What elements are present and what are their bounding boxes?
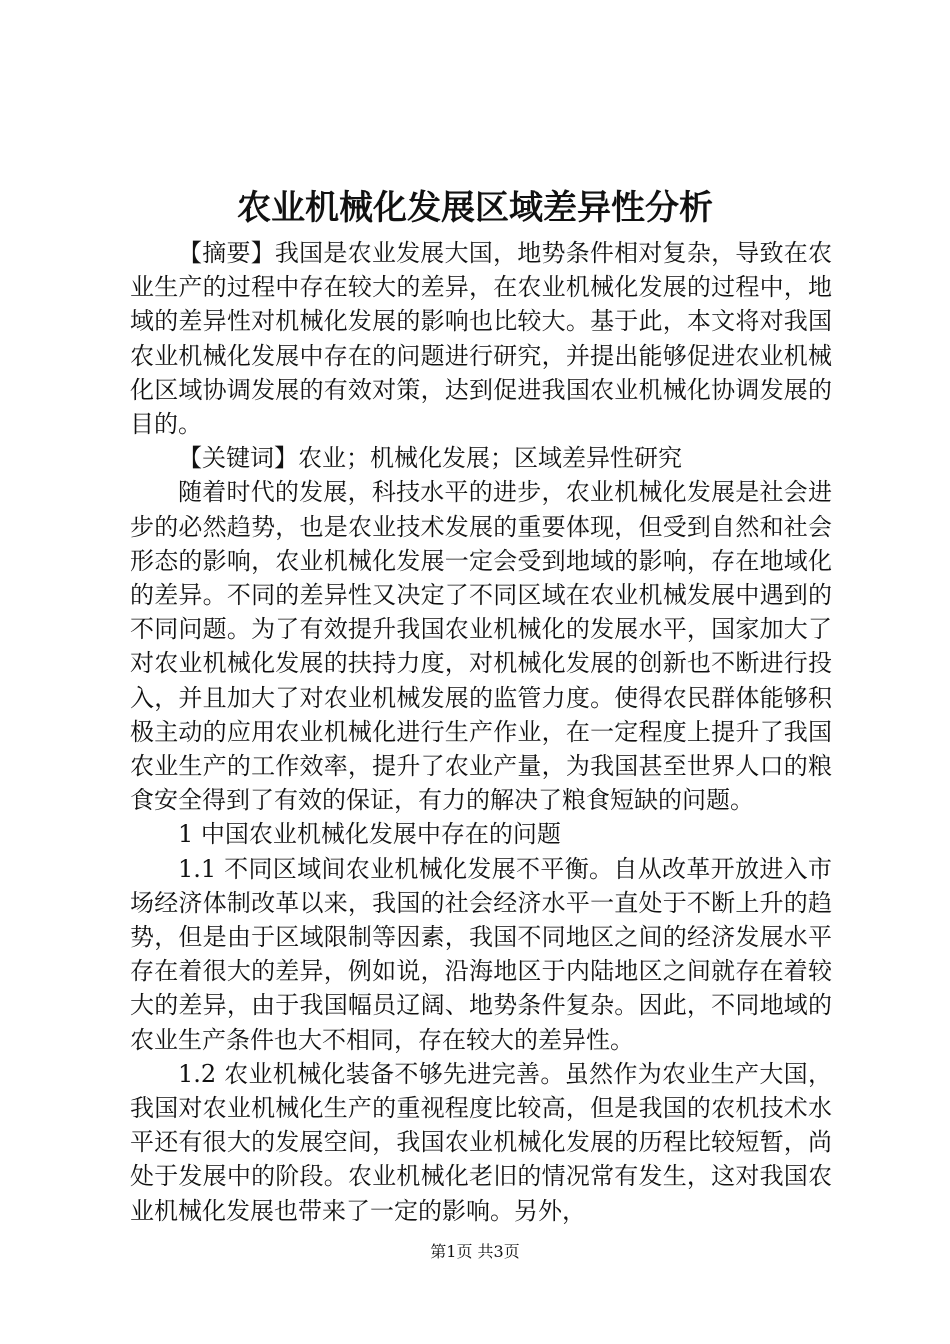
subsection-paragraph: 1.2 农业机械化装备不够先进完善。虽然作为农业生产大国，我国对农业机械化生产的重视程度比较高，但是我国的农机技术水平还有很大的发展空间，我国农业机械化发展的历程比较短暂，尚处于发展中的阶段。农业机械化老旧的情况常有发生，这对我国农业机械化发展也带来了一定的影响。另外， xyxy=(130,1059,832,1225)
page-footer: 第1页 共3页 xyxy=(430,1242,520,1261)
document-body xyxy=(130,236,832,1228)
abstract-paragraph: 【摘要】我国是农业发展大国，地势条件相对复杂，导致在农业生产的过程中存在较大的差异，在农业机械化发展的过程中，地域的差异性对机械化发展的影响也比较大。基于此，本文将对我国农业机械化发展中存在的问题进行研究，并提出能够促进农业机械化区域协调发展的有效对策，达到促进我国农业机械化协调发展的目的。 xyxy=(130,239,832,439)
keywords-paragraph: 【关键词】农业；机械化发展；区域差异性研究 xyxy=(178,444,682,473)
document-title: 农业机械化发展区域差异性分析 xyxy=(237,188,713,228)
subsection-paragraph: 1.1 不同区域间农业机械化发展不平衡。自从改革开放进入市场经济体制改革以来，我国的社会经济水平一直处于不断上升的趋势，但是由于区域限制等因素，我国不同地区之间的经济发展水平存在着很大的差异，例如说，沿海地区于内陆地区之间就存在着较大的差异，由于我国幅员辽阔、地势条件复杂。因此，不同地域的农业生产条件也大不相同，存在较大的差异性。 xyxy=(130,854,832,1054)
intro-paragraph: 随着时代的发展，科技水平的进步，农业机械化发展是社会进步的必然趋势，也是农业技术发展的重要体现，但受到自然和社会形态的影响，农业机械化发展一定会受到地域的影响，存在地域化的差异。不同的差异性又决定了不同区域在农业机械发展中遇到的不同问题。为了有效提升我国农业机械化的发展水平，国家加大了对农业机械化发展的扶持力度，对机械化发展的创新也不断进行投入，并且加大了对农业机械发展的监管力度。使得农民群体能够积极主动的应用农业机械化进行生产作业，在一定程度上提升了我国农业生产的工作效率，提升了农业产量，为我国甚至世界人口的粮食安全得到了有效的保证，有力的解决了粮食短缺的问题。 xyxy=(130,478,832,815)
section-heading: 1 中国农业机械化发展中存在的问题 xyxy=(178,820,561,849)
